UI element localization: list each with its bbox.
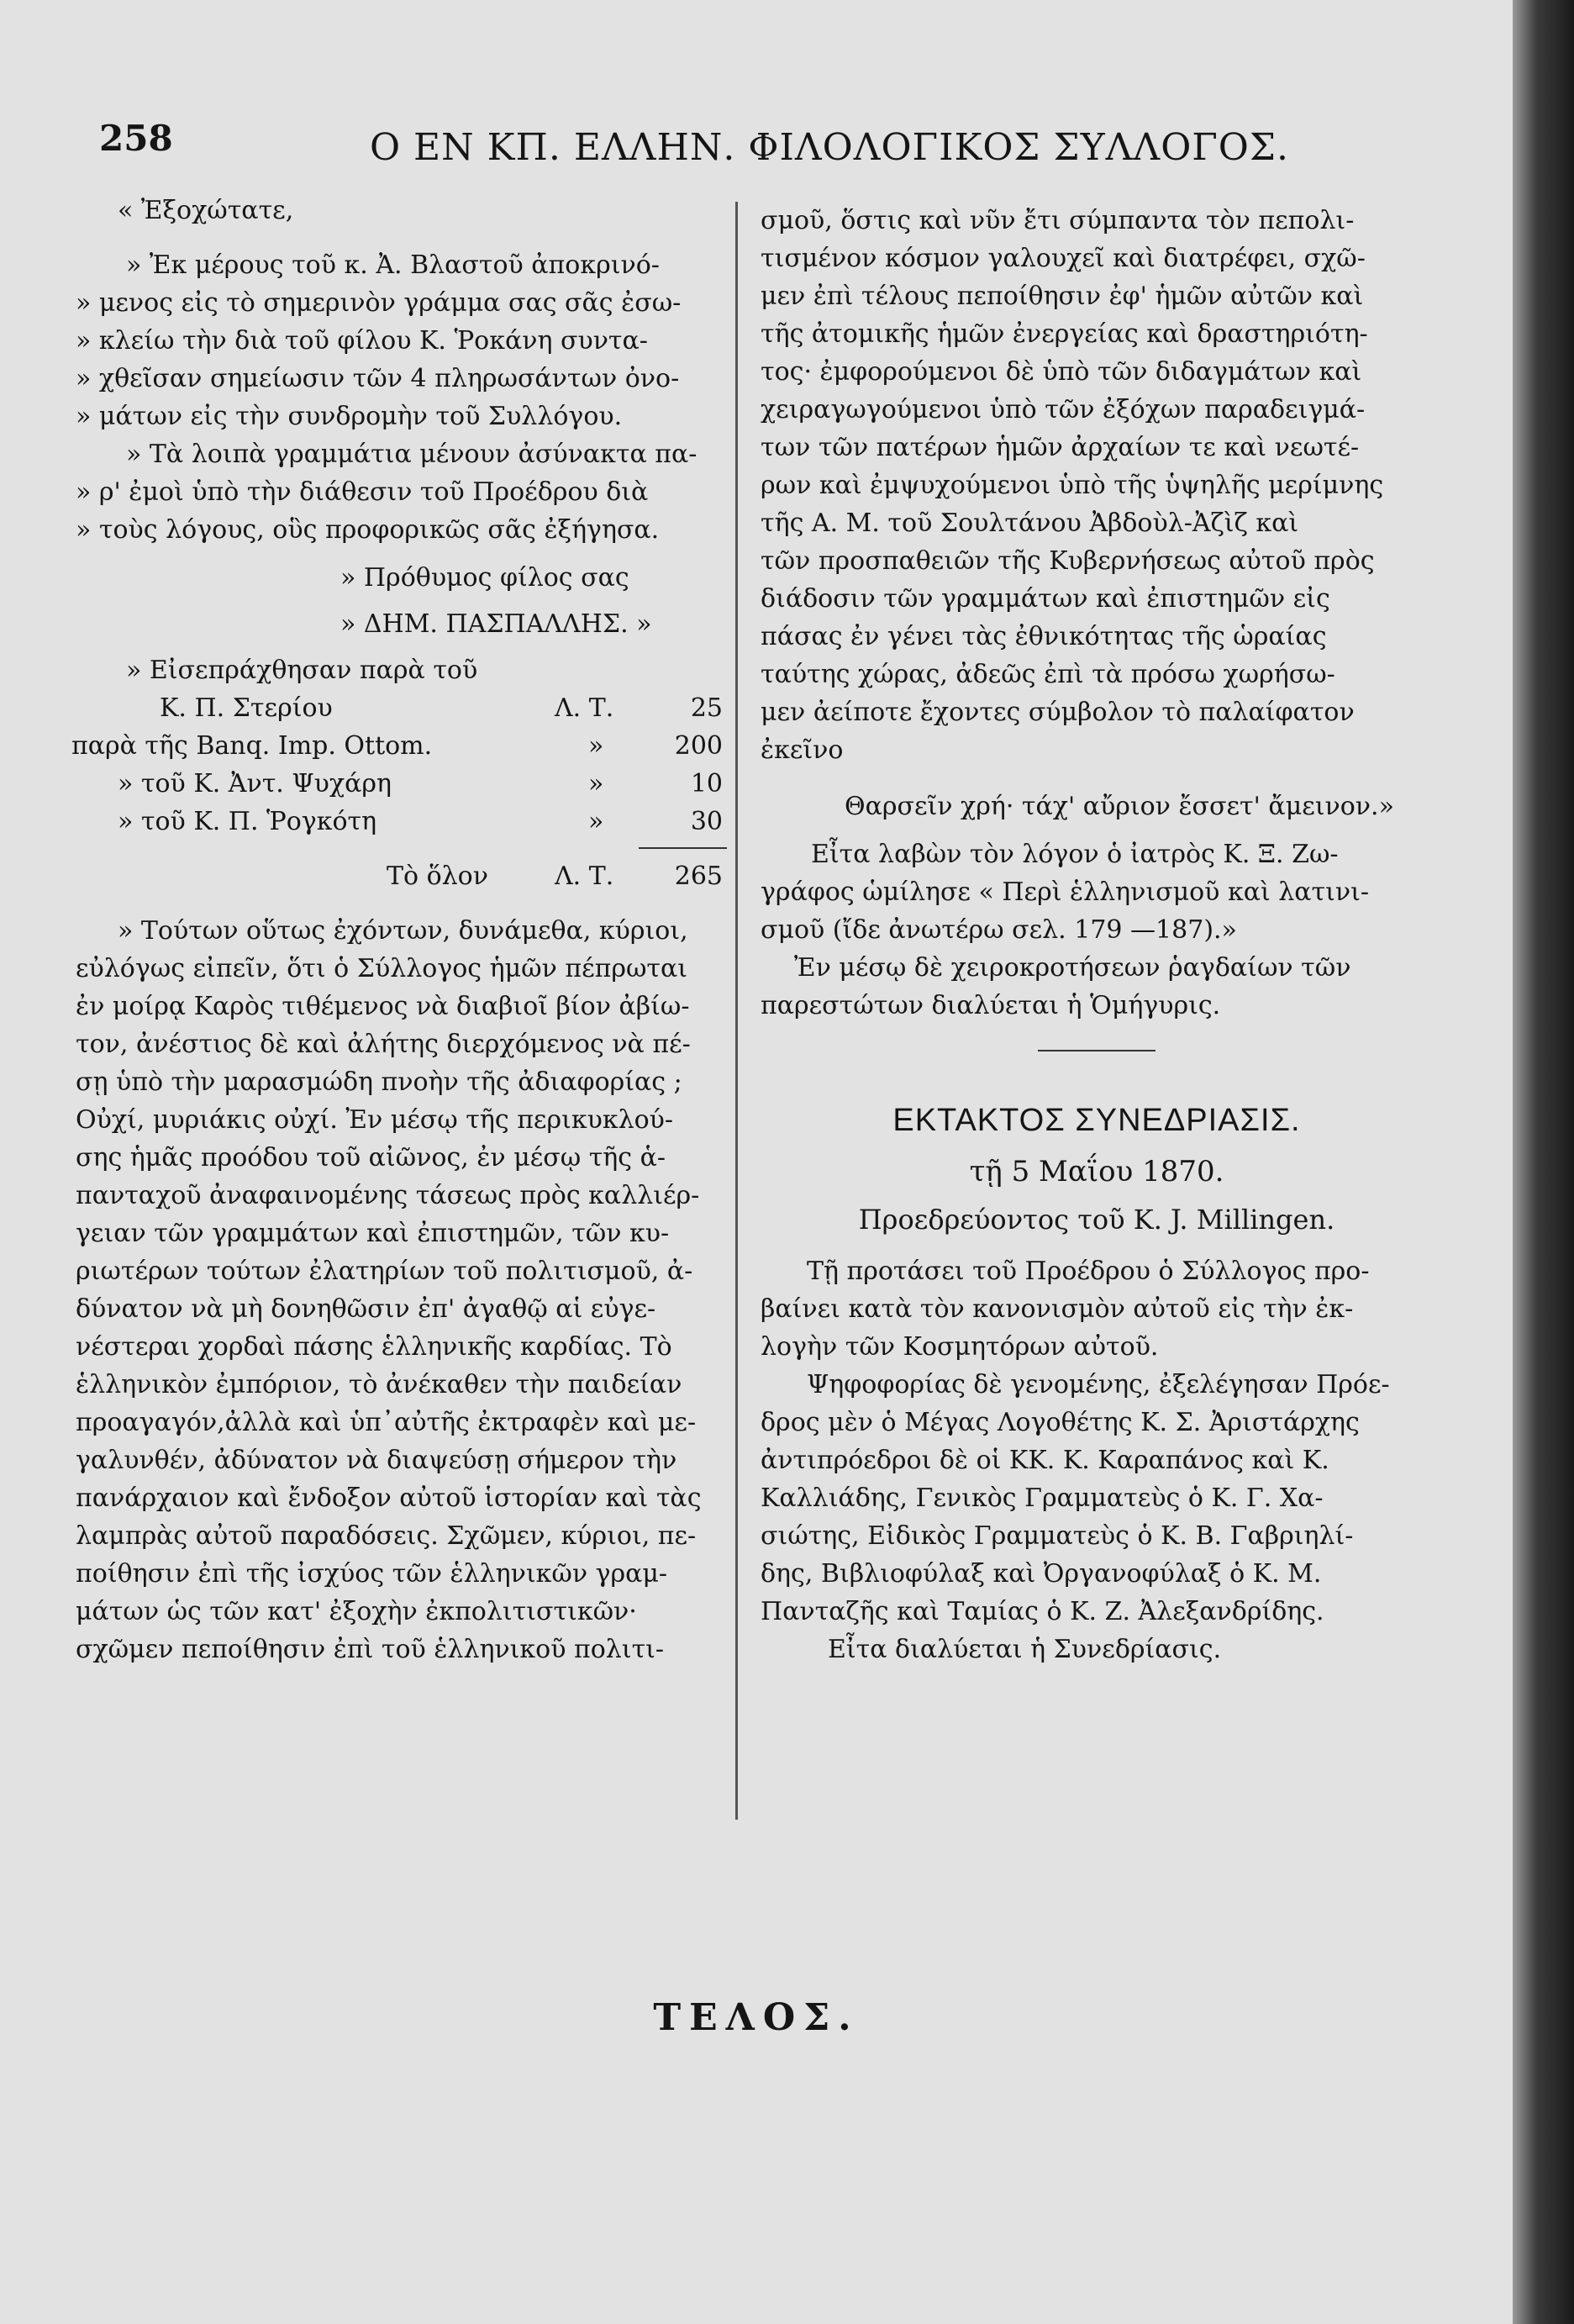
letter-line: » χθεῖσαν σημείωσιν τῶν 4 πληρωσάντων ὀνο- (76, 364, 680, 393)
paragraph-line: λογὴν τῶν Κοσμητόρων αὐτοῦ. (761, 1332, 1159, 1362)
collection-amount: 25 (690, 693, 723, 723)
letter-line: » Τὰ λοιπὰ γραμμάτια μένουν ἀσύνακτα πα- (126, 440, 698, 469)
paragraph-line: λαμπρὰς αὐτοῦ παραδόσεις. Σχῶμεν, κύριοι, πε- (76, 1521, 697, 1551)
letter-line: » τοὺς λόγους, οὓς προφορικῶς σᾶς ἐξήγησα. (76, 515, 660, 545)
paragraph-line: ρων καὶ ἐμψυχούμενοι ὑπὸ τῆς ὑψηλῆς μερίμνης (761, 471, 1384, 500)
letter-line: » κλείω τὴν διὰ τοῦ φίλου Κ. Ῥοκάνη συντα- (76, 326, 648, 356)
paragraph-line: σμοῦ (ἴδε ἀνωτέρω σελ. 179 —187).» (761, 915, 1237, 945)
paragraph-line: Ψηφοφορίας δὲ γενομένης, ἐξελέγησαν Πρόε- (807, 1370, 1390, 1399)
collection-row (71, 727, 723, 765)
paragraph-line: ποίθησιν ἐπὶ τῆς ἰσχύος τῶν ἑλληνικῶν γραμ- (76, 1559, 668, 1589)
end-mark: ΤΕΛΟΣ. (653, 1996, 860, 2039)
paragraph-line: Οὐχί, μυριάκις οὐχί. Ἐν μέσῳ τῆς περικυκλού- (76, 1105, 674, 1135)
paragraph-line: τος· ἐμφορούμενοι δὲ ὑπὸ τῶν διδαγμάτων καὶ (761, 357, 1362, 387)
paragraph-line: μεν ἀείποτε ἔχοντες σύμβολον τὸ παλαίφατον (761, 698, 1355, 727)
right-column (761, 202, 1433, 1668)
total-row (76, 857, 723, 895)
page-number: 258 (99, 118, 173, 159)
paragraph-line: πάσας ἐν γένει τὰς ἐθνικότητας τῆς ὡραίας (761, 622, 1327, 651)
total-currency: Λ. Τ. (555, 862, 614, 891)
collection-name: » τοῦ Κ. Π. Ῥογκότη (118, 807, 377, 836)
paragraph-line: μάτων ὡς τῶν κατ' ἐξοχὴν ἐκπολιτιστικῶν· (76, 1597, 637, 1626)
paragraph-line: ἐν μοίρᾳ Καρὸς τιθέμενος νὰ διαβιοῖ βίον ἀβίω- (76, 992, 690, 1021)
collection-currency: » (588, 769, 604, 798)
paragraph-line: ἐκεῖνο (761, 735, 844, 765)
paragraph-line: γαλυνθέν, ἀδύνατον νὰ διαψεύσῃ σήμερον τὴν (76, 1446, 677, 1475)
paragraph-line: πανταχοῦ ἀναφαινομένης τάσεως πρὸς καλλιέρ- (76, 1181, 700, 1210)
page-header (0, 118, 1513, 185)
salutation: « Ἐξοχώτατε, (118, 196, 294, 225)
collection-amount: 30 (690, 807, 723, 836)
paragraph-line: δης, Βιβλιοφύλαξ καὶ Ὀργανοφύλαξ ὁ Κ. Μ. (761, 1559, 1322, 1589)
paragraph-line: σχῶμεν πεποίθησιν ἐπὶ τοῦ ἑλληνικοῦ πολιτι- (76, 1635, 665, 1664)
section-date: τῇ 5 Μαΐου 1870. (969, 1155, 1224, 1188)
paragraph-line: εὐλόγως εἰπεῖν, ὅτι ὁ Σύλλογος ἡμῶν πέπρωται (76, 954, 688, 983)
paragraph-line: δύνατον νὰ μὴ δονηθῶσιν ἐπ' ἀγαθῷ αἱ εὐγε- (76, 1294, 656, 1324)
paragraph-line: τον, ἀνέστιος δὲ καὶ ἀλήτης διερχόμενος νὰ πέ- (76, 1030, 691, 1059)
paragraph-line: ταύτης χώρας, ἀδεῶς ἐπὶ τὰ πρόσω χωρήσω- (761, 660, 1335, 689)
left-column (71, 192, 723, 1668)
paragraph-line: Ἐν μέσῳ δὲ χειροκροτήσεων ῥαγδαίων τῶν (794, 953, 1351, 983)
quote: Θαρσεῖν χρή· τάχ' αὔριον ἔσσετ' ἄμεινον.» (845, 792, 1394, 821)
paragraph-line: δρος μὲν ὁ Μέγας Λογοθέτης Κ. Σ. Ἀριστάρχης (761, 1408, 1360, 1437)
book-spine-shadow (1513, 0, 1574, 2324)
paragraph-line: τισμένον κόσμον γαλουχεῖ καὶ διατρέφει, σχῶ- (761, 244, 1366, 273)
letter-line: » Ἐκ μέρους τοῦ κ. Ἀ. Βλαστοῦ ἀποκρινό- (126, 250, 660, 280)
paragraph-line: σης ἡμᾶς προόδου τοῦ αἰῶνος, ἐν μέσῳ τῆς ἁ- (76, 1143, 666, 1173)
collection-currency: Λ. Τ. (555, 693, 614, 723)
letter-signature: » ΔΗΜ. ΠΑΣΠΑΛΛΗΣ. » (340, 609, 652, 639)
collection-name: Κ. Π. Στερίου (160, 693, 333, 723)
paragraph-line: » Τούτων οὕτως ἐχόντων, δυνάμεθα, κύριοι, (118, 916, 688, 946)
paragraph-line: σμοῦ, ὅστις καὶ νῦν ἔτι σύμπαντα τὸν πεπολι- (761, 206, 1355, 235)
paragraph-line: παρεστώτων διαλύεται ἡ Ὁμήγυρις. (761, 991, 1221, 1020)
paragraph-line: χειραγωγούμενοι ὑπὸ τῶν ἐξόχων παραδειγμά- (761, 395, 1366, 424)
paragraph-line: ριωτέρων τούτων ἐλατηρίων τοῦ πολιτισμοῦ, ἀ- (76, 1257, 693, 1286)
paragraph-line: πανάρχαιον καὶ ἔνδοξον αὐτοῦ ἱστορίαν καὶ τὰς (76, 1483, 702, 1513)
paragraph-line: Πανταζῆς καὶ Ταμίας ὁ Κ. Ζ. Ἀλεξανδρίδης. (761, 1597, 1324, 1626)
collection-name: παρὰ τῆς Banq. Imp. Ottom. (71, 731, 433, 761)
sum-rule (639, 847, 727, 849)
paragraph-line: μεν ἐπὶ τέλους πεποίθησιν ἐφ' ἡμῶν αὐτῶν καὶ (761, 282, 1364, 311)
collection-row (76, 803, 723, 841)
paragraph-line: βαίνει κατὰ τὸν κανονισμὸν αὐτοῦ εἰς τὴν ἐκ- (761, 1294, 1354, 1324)
total-amount: 265 (674, 862, 723, 891)
collection-currency: » (588, 731, 604, 761)
collection-currency: » (588, 807, 604, 836)
paragraph-line: προαγαγόν,ἀλλὰ καὶ ὑπ᾽αὐτῆς ἐκτραφὲν καὶ με- (76, 1408, 697, 1437)
letter-line: » μάτων εἰς τὴν συνδρομὴν τοῦ Συλλόγου. (76, 402, 623, 431)
paragraph-line: τῆς ἀτομικῆς ἡμῶν ἐνεργείας καὶ δραστηριότη- (761, 319, 1368, 349)
collection-amount: 200 (674, 731, 723, 761)
presiding-line: Προεδρεύοντος τοῦ Κ. J. Millingen. (858, 1204, 1335, 1236)
letter-closing: » Πρόθυμος φίλος σας (340, 563, 629, 593)
paragraph-line: Καλλιάδης, Γενικὸς Γραμματεὺς ὁ Κ. Γ. Χα- (761, 1483, 1324, 1513)
paragraph-line: γράφος ὡμίλησε « Περὶ ἑλληνισμοῦ καὶ λατινι- (761, 877, 1370, 907)
collections-intro: » Εἰσεπράχθησαν παρὰ τοῦ (126, 656, 478, 685)
paragraph-line: σιώτης, Εἰδικὸς Γραμματεὺς ὁ Κ. Β. Γαβριηλί- (761, 1521, 1354, 1551)
paragraph-line: ἀντιπρόεδροι δὲ οἱ ΚΚ. Κ. Καραπάνος καὶ Κ. (761, 1446, 1329, 1475)
paragraph-line: των τῶν πατέρων ἡμῶν ἀρχαίων τε καὶ νεωτέ- (761, 433, 1360, 462)
paragraph-line: Εἶτα διαλύεται ἡ Συνεδρίασις. (828, 1635, 1222, 1664)
paragraph-line: Εἶτα λαβὼν τὸν λόγον ὁ ἰατρὸς Κ. Ξ. Ζω- (811, 840, 1339, 869)
paragraph-line: τῆς Α. Μ. τοῦ Σουλτάνου Ἀβδοὺλ-Ἀζὶζ καὶ (761, 509, 1299, 538)
paragraph-line: σῃ ὑπὸ τὴν μαρασμώδη πνοὴν τῆς ἀδιαφορίας ; (76, 1067, 682, 1097)
letter-line: » μενος εἰς τὸ σημερινὸν γράμμα σας σᾶς ἐσω- (76, 288, 682, 318)
paragraph-line: τῶν προσπαθειῶν τῆς Κυβερνήσεως αὐτοῦ πρὸς (761, 546, 1375, 576)
collection-name: » τοῦ Κ. Ἀντ. Ψυχάρη (118, 769, 392, 798)
section-title: ΕΚΤΑΚΤΟΣ ΣΥΝΕΔΡΙΑΣΙΣ. (892, 1103, 1301, 1138)
letter-line: » ρ' ἐμοὶ ὑπὸ τὴν διάθεσιν τοῦ Προέδρου διὰ (76, 477, 649, 507)
paragraph-line: Τῇ προτάσει τοῦ Προέδρου ὁ Σύλλογος προ- (807, 1257, 1370, 1286)
column-divider (735, 202, 738, 1820)
total-label: Τὸ ὅλον (387, 862, 488, 891)
paragraph-line: διάδοσιν τῶν γραμμάτων καὶ ἐπιστημῶν εἰς (761, 584, 1330, 614)
collection-row (76, 689, 723, 727)
section-rule (1038, 1050, 1155, 1051)
paragraph-line: νέστεραι χορδαὶ πάσης ἑλληνικῆς καρδίας. Τὸ (76, 1332, 672, 1362)
collection-row (76, 765, 723, 803)
paragraph-line: γειαν τῶν γραμμάτων καὶ ἐπιστημῶν, τῶν κυ- (76, 1219, 670, 1248)
running-title: Ο ΕΝ ΚΠ. ΕΛΛΗΝ. ΦΙΛΟΛΟΓΙΚΟΣ ΣΥΛΛΟΓΟΣ. (370, 126, 1289, 169)
collection-amount: 10 (690, 769, 723, 798)
paragraph-line: ἑλληνικὸν ἐμπόριον, τὸ ἀνέκαθεν τὴν παιδείαν (76, 1370, 682, 1399)
